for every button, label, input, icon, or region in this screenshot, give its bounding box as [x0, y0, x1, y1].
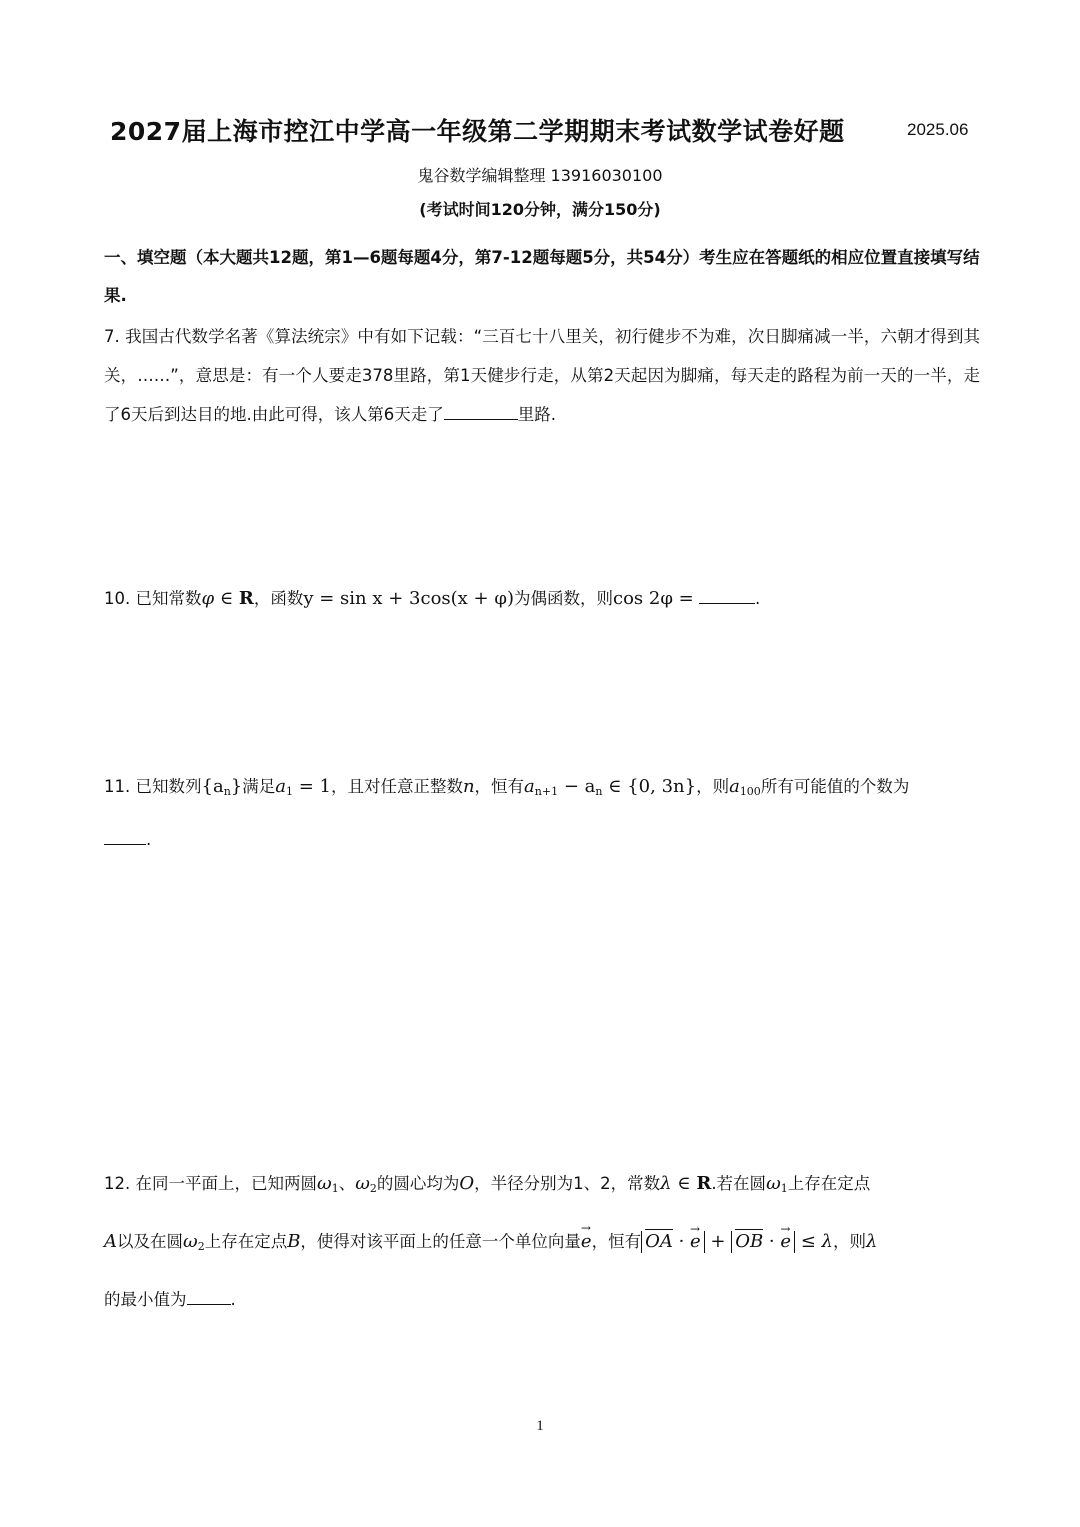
math-term: } [230, 776, 243, 797]
question-text: ，函数 [253, 589, 304, 608]
math-term: − a [558, 776, 596, 797]
math-variable: B [287, 1231, 301, 1252]
math-variable: φ [201, 588, 215, 609]
math-omega-1: $\omega_1$ [317, 1173, 339, 1195]
math-variable: λ [865, 1231, 878, 1252]
math-subscript: n [595, 785, 603, 798]
question-text: . [754, 589, 761, 608]
question-text: ，半径分别为1、2，常数 [474, 1174, 661, 1193]
question-number: 11. [104, 777, 131, 796]
question-text: .若在圆 [711, 1174, 767, 1193]
answer-blank [104, 830, 146, 845]
question-text: 为偶函数，则 [513, 589, 613, 608]
question-text: . [146, 830, 152, 849]
question-number: 7. [104, 327, 120, 346]
question-text: 上存在定点 [204, 1232, 288, 1251]
math-term: a [524, 776, 535, 797]
math-variable: O [459, 1173, 475, 1194]
math-set: R [238, 588, 254, 609]
math-expression: cos 2φ = [612, 588, 694, 609]
math-inequality: OA · e → + OB · e → ≤ λ [641, 1231, 833, 1252]
question-text: 、 [338, 1174, 356, 1193]
question-text: 在同一平面上，已知两圆 [135, 1174, 317, 1193]
math-term: {a [201, 776, 224, 797]
math-term: = 1 [292, 776, 331, 797]
question-text: 里路. [517, 405, 556, 424]
math-subscript: 100 [739, 785, 761, 798]
math-variable: A [104, 1231, 117, 1252]
question-text: ，且对任意正整数 [330, 777, 463, 796]
math-expression [729, 776, 761, 797]
question-text: 以及在圆 [117, 1232, 183, 1251]
math-expression [524, 776, 696, 797]
question-text: 满足 [242, 777, 276, 796]
exam-date: 2025.06 [907, 120, 969, 139]
math-expression [463, 776, 475, 797]
question-10 [104, 579, 980, 618]
answer-blank [444, 405, 518, 420]
math-term: a [275, 776, 286, 797]
page-number: 1 [536, 1418, 544, 1434]
math-expression: λ ∈ R [660, 1173, 712, 1194]
math-subscript: n [223, 785, 231, 798]
question-text: ，使得对该平面上的任意一个单位向量 [300, 1232, 581, 1251]
question-text: 的最小值为 [104, 1290, 187, 1309]
math-subscript: 1 [285, 785, 293, 798]
question-text: ，恒有 [591, 1232, 642, 1251]
math-expression: y = sin x + 3cos(x + φ) [303, 588, 514, 609]
math-symbol: ∈ [214, 588, 239, 609]
question-11 [104, 763, 980, 864]
page-title: 2027届上海市控江中学高一年级第二学期期末考试数学试卷好题 [110, 117, 845, 146]
exam-info: (考试时间120分钟，满分150分) [419, 200, 661, 219]
math-expression [202, 588, 254, 609]
math-omega-2: $\omega_2$ [355, 1173, 377, 1195]
math-omega-1: $\omega_1$ [766, 1173, 788, 1195]
question-text: 我国古代数学名著《算法统宗》中有如下记载：“三百七十八里关，初行健步不为难，次日脚痛减一半，六朝才得到其关，……”，意思是：有一个人要走378里路，第1天健步行走，从第2天起因为脚痛，每天走的路程为前一天的一半，走了6天后到达目的地.由此可得，该人第6天走了 [104, 327, 980, 424]
section-heading: 一、填空题（本大题共12题，第1—6题每题4分，第7-12题每题5分，共54分）考生应在答题纸的相应位置直接填写结果. [104, 248, 980, 305]
editor-credit: 鬼谷数学编辑整理 13916030100 [417, 166, 663, 185]
math-variable: n [462, 776, 475, 797]
abs-term-oa: OA · e → [641, 1231, 705, 1253]
math-subscript: n+1 [534, 785, 559, 798]
question-text: 的圆心均为 [376, 1174, 460, 1193]
unit-vector-e: e → [581, 1231, 592, 1252]
answer-blank [187, 1290, 231, 1305]
answer-blank [699, 589, 755, 604]
math-expression [202, 776, 243, 797]
question-12 [104, 1157, 980, 1326]
question-text: 上存在定点 [787, 1174, 871, 1193]
question-number: 12. [104, 1174, 131, 1193]
question-text: ，恒有 [474, 777, 525, 796]
question-text: 已知常数 [135, 589, 202, 608]
math-expression [275, 776, 331, 797]
question-number: 10. [104, 589, 131, 608]
question-text: 所有可能值的个数为 [760, 777, 910, 796]
question-7 [104, 317, 980, 434]
question-text: ，则 [696, 777, 730, 796]
question-text: . [230, 1290, 236, 1309]
math-term: ∈ {0, 3n} [602, 776, 697, 797]
abs-term-ob: OB · e → [731, 1231, 795, 1253]
question-text: ，则 [832, 1232, 866, 1251]
question-text: 已知数列 [135, 777, 202, 796]
math-term: a [729, 776, 740, 797]
math-omega-2: $\omega_2$ [183, 1231, 205, 1253]
